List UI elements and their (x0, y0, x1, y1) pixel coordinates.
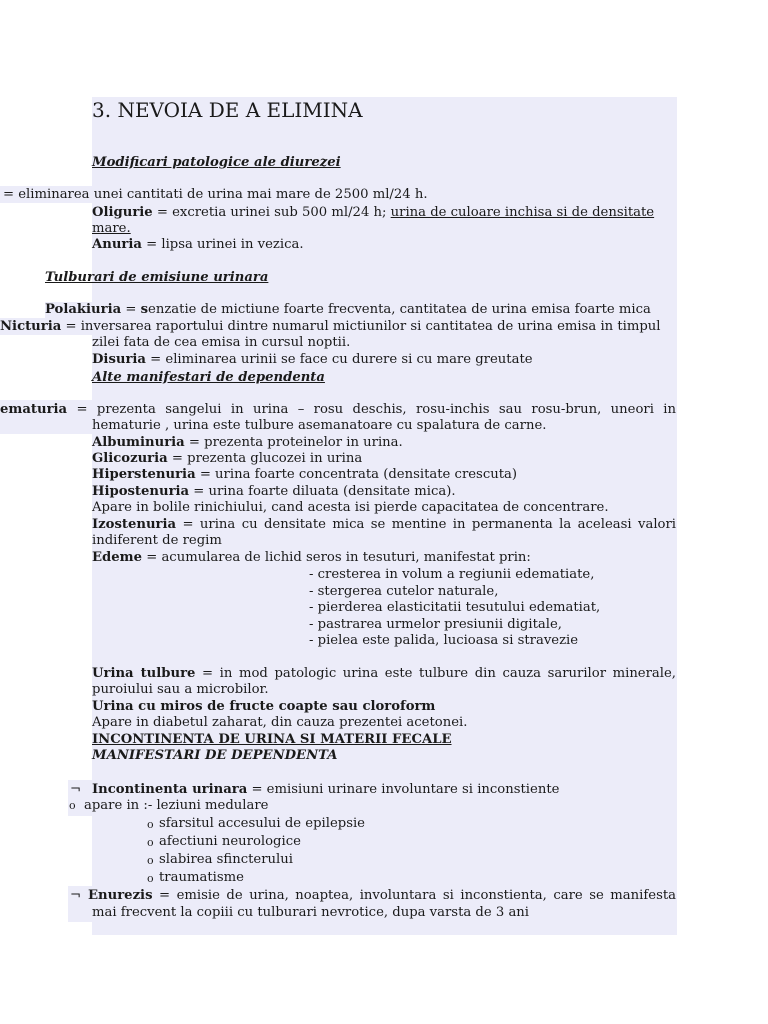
term-edeme: Edeme (92, 550, 143, 565)
bullet-icon: ¬ (70, 782, 82, 797)
glicozuria-definition: = prezenta glucozei in urina (167, 451, 363, 466)
poliuria-line: = eliminarea unei cantitati de urina mai mare de 2500 ml/24 h. (3, 187, 428, 202)
apare-list-item: sfarsitul accesului de epilepsie (159, 816, 365, 831)
disuria-line (92, 352, 533, 368)
albuminuria-line (92, 435, 403, 451)
edeme-list-item: - stergerea cutelor naturale, (309, 584, 499, 599)
circle-bullet-icon: o (69, 799, 76, 812)
term-hipostenuria: Hipostenuria (92, 484, 190, 499)
edeme-list-item: - pielea este palida, lucioasa si stravezie (309, 633, 579, 648)
apare-list-item: afectiuni neurologice (159, 834, 301, 849)
urina-tulbure-line (92, 666, 676, 683)
edeme-list-item: - cresterea in volum a regiunii edematiate, (309, 567, 595, 582)
glicozuria-line (92, 451, 362, 467)
apare-list-item: slabirea sfincterului (159, 852, 293, 867)
section-heading-diureza: Modificari patologice ale diurezei (92, 155, 341, 170)
edeme-definition: = acumularea de lichid seros in tesuturi, manifestat prin: (142, 550, 531, 565)
circle-bullet-icon: o (147, 818, 154, 831)
nicturia-definition: = inversarea raportului dintre numarul mictiunilor si cantitatea de urina emisa in timpul (61, 319, 661, 334)
hematuria-line (0, 402, 676, 419)
oligurie-line-2: mare. (92, 221, 131, 236)
circle-bullet-icon: o (147, 836, 154, 849)
polakiuria-equals: = (121, 302, 141, 317)
incontinenta-urinara-line (92, 782, 559, 798)
incontinenta-heading: INCONTINENTA DE URINA SI MATERII FECALE (92, 732, 452, 747)
term-albuminuria: Albuminuria (92, 435, 185, 450)
disuria-definition: = eliminarea urinii se face cu durere si cu mare greutate (145, 352, 533, 367)
izostenuria-line (92, 517, 676, 534)
section-heading-emisiune: Tulburari de emisiune urinara (45, 270, 269, 285)
nicturia-line-2: zilei fata de cea emisa in cursul noptii. (92, 335, 351, 350)
oligurie-underlined-text: urina de culoare inchisa si de densitate (390, 205, 655, 220)
term-urina-tulbure: Urina tulbure (92, 666, 196, 681)
edeme-list-item: - pierderea elasticitatii tesutului edematiat, (309, 600, 601, 615)
hiperstenuria-line (92, 467, 517, 483)
term-hiperstenuria: Hiperstenuria (92, 467, 196, 482)
miros-text: Apare in diabetul zaharat, din cauza prezentei acetonei. (92, 715, 468, 730)
urina-tulbure-definition: = in mod patologic urina este tulbure din cauza sarurilor minerale, (195, 666, 676, 681)
term-disuria: Disuria (92, 352, 146, 367)
izostenuria-definition: = urina cu densitate mica se mentine in permanenta la aceleasi valori (176, 517, 676, 532)
circle-bullet-icon: o (147, 872, 154, 885)
hipostenuria-definition: = urina foarte diluata (densitate mica). (189, 484, 456, 499)
term-anuria: Anuria (92, 237, 142, 252)
term-oligurie: Oligurie (92, 205, 153, 220)
term-izostenuria: Izostenuria (92, 517, 177, 532)
polakiuria-definition: enzatie de mictiune foarte frecventa, cantitatea de urina emisa foarte mica (148, 302, 651, 317)
anuria-definition: = lipsa urinei in vezica. (141, 237, 304, 252)
incontinenta-urinara-definition: = emisiuni urinare involuntare si inconstiente (247, 782, 560, 797)
hematuria-definition: = prezenta sangelui in urina – rosu deschis, rosu-inchis sau rosu-brun, uneori in (67, 402, 676, 417)
hiperstenuria-definition: = urina foarte concentrata (densitate crescuta) (195, 467, 517, 482)
section-heading-dependenta: Alte manifestari de dependenta (92, 370, 325, 385)
edeme-line (92, 550, 531, 566)
manifestari-heading: MANIFESTARI DE DEPENDENTA (92, 748, 338, 763)
polakiuria-bold-letter: s (140, 302, 149, 317)
albuminuria-definition: = prezenta proteinelor in urina. (184, 435, 403, 450)
apare-in-line: apare in :- leziuni medulare (84, 798, 269, 813)
hipostenuria-line (92, 484, 456, 500)
enurezis-line-2: mai frecvent la copiii cu tulburari nevrotice, dupa varsta de 3 ani (92, 905, 530, 920)
hematuria-line-2: hematurie , urina este tulbure asemanatoare cu spalatura de carne. (92, 418, 547, 433)
nicturia-line (0, 319, 661, 335)
term-nicturia: Nicturia (0, 319, 62, 334)
enurezis-line (88, 888, 676, 905)
term-polakiuria: Polakiuria (45, 302, 122, 317)
page-title: 3. NEVOIA DE A ELIMINA (92, 98, 363, 122)
urina-tulbure-line-2: puroiului sau a microbilor. (92, 682, 269, 697)
hipostenuria-line-2: Apare in bolile rinichiului, cand acesta isi pierde capacitatea de concentrare. (92, 500, 609, 515)
oligurie-line (92, 205, 654, 221)
anuria-line (92, 237, 304, 253)
enurezis-definition: = emisie de urina, noaptea, involuntara si inconstienta, care se manifesta (152, 888, 676, 903)
edeme-list-item: - pastrarea urmelor presiunii digitale, (309, 617, 562, 632)
term-enurezis: Enurezis (88, 888, 153, 903)
circle-bullet-icon: o (147, 854, 154, 867)
oligurie-definition: = excretia urinei sub 500 ml/24 h; (152, 205, 391, 220)
izostenuria-line-2: indiferent de regim (92, 533, 222, 548)
term-hematuria: ematuria (0, 402, 68, 417)
miros-heading: Urina cu miros de fructe coapte sau cloroform (92, 699, 436, 714)
bullet-icon: ¬ (70, 888, 82, 903)
polakiuria-line (45, 302, 651, 318)
apare-list-item: traumatisme (159, 870, 244, 885)
term-incontinenta-urinara: Incontinenta urinara (92, 782, 248, 797)
term-glicozuria: Glicozuria (92, 451, 168, 466)
